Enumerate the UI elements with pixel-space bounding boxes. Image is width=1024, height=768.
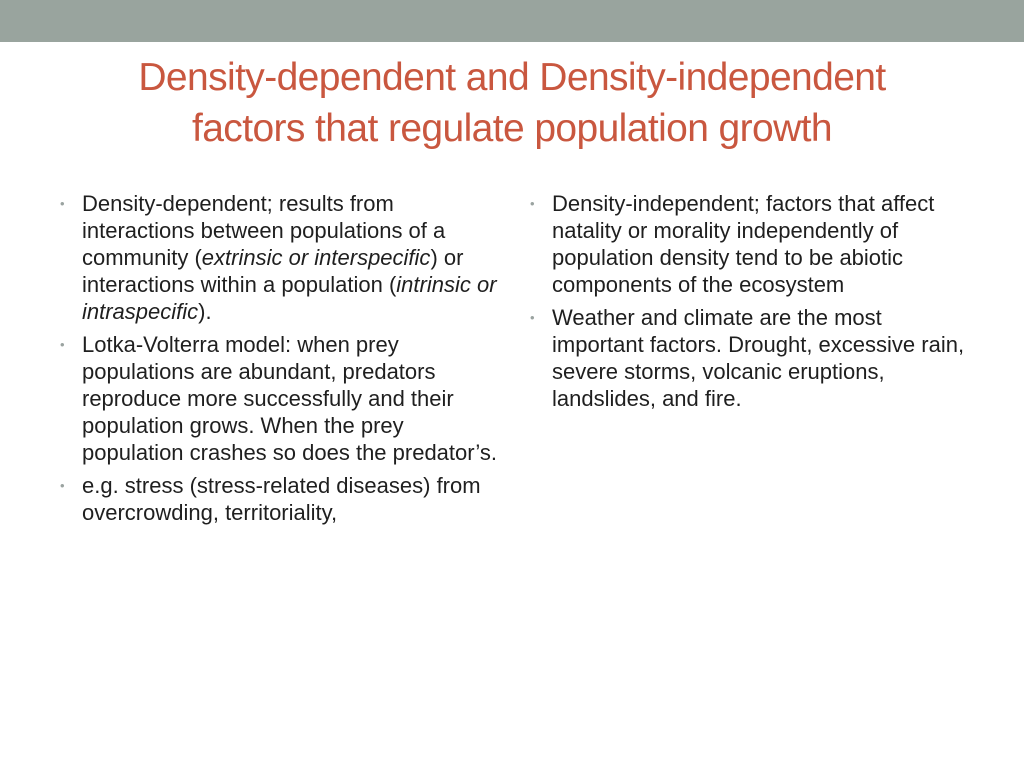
bullet-text: Lotka-Volterra model: when prey populations are abundant, predators reproduce more successfully and their population grows. When the prey population crashes so does the predator’s. — [82, 332, 498, 465]
title-line-2: factors that regulate population growth — [191, 107, 833, 150]
bullet-text-italic: intrinsic or intraspecific — [82, 272, 497, 324]
bullet-text-part: ). — [198, 299, 212, 324]
bullet-text-italic: extrinsic or interspecific — [201, 245, 431, 270]
left-column-list — [60, 190, 500, 532]
top-accent-bar — [0, 0, 1024, 42]
right-column-list — [530, 190, 970, 418]
bullet-stress-example — [60, 472, 500, 526]
bullet-dot-icon: • — [60, 478, 65, 493]
title-line-1: Density-dependent and Density-independent — [138, 56, 886, 99]
bullet-dot-icon: • — [60, 337, 65, 352]
bullet-text: Density-independent; factors that affect natality or morality independently of population density tend to be abiotic components of the ecosystem — [552, 191, 935, 297]
bullet-density-independent — [530, 190, 970, 298]
bullet-text-part: Density-dependent; results from interactions between populations of a community ( — [82, 191, 446, 270]
bullet-text-part: ) or interactions within a population ( — [82, 245, 464, 297]
bullet-dot-icon: • — [530, 196, 535, 211]
bullet-dot-icon: • — [60, 196, 65, 211]
slide-title — [60, 52, 964, 154]
bullet-dot-icon: • — [530, 310, 535, 325]
bullet-lotka-volterra — [60, 331, 500, 466]
bullet-text: Weather and climate are the most important factors. Drought, excessive rain, severe storms, volcanic eruptions, landslides, and fire. — [552, 305, 965, 411]
bullet-text: e.g. stress (stress-related diseases) from overcrowding, territoriality, — [82, 473, 481, 525]
bullet-weather-climate — [530, 304, 970, 412]
bullet-density-dependent — [60, 190, 500, 325]
